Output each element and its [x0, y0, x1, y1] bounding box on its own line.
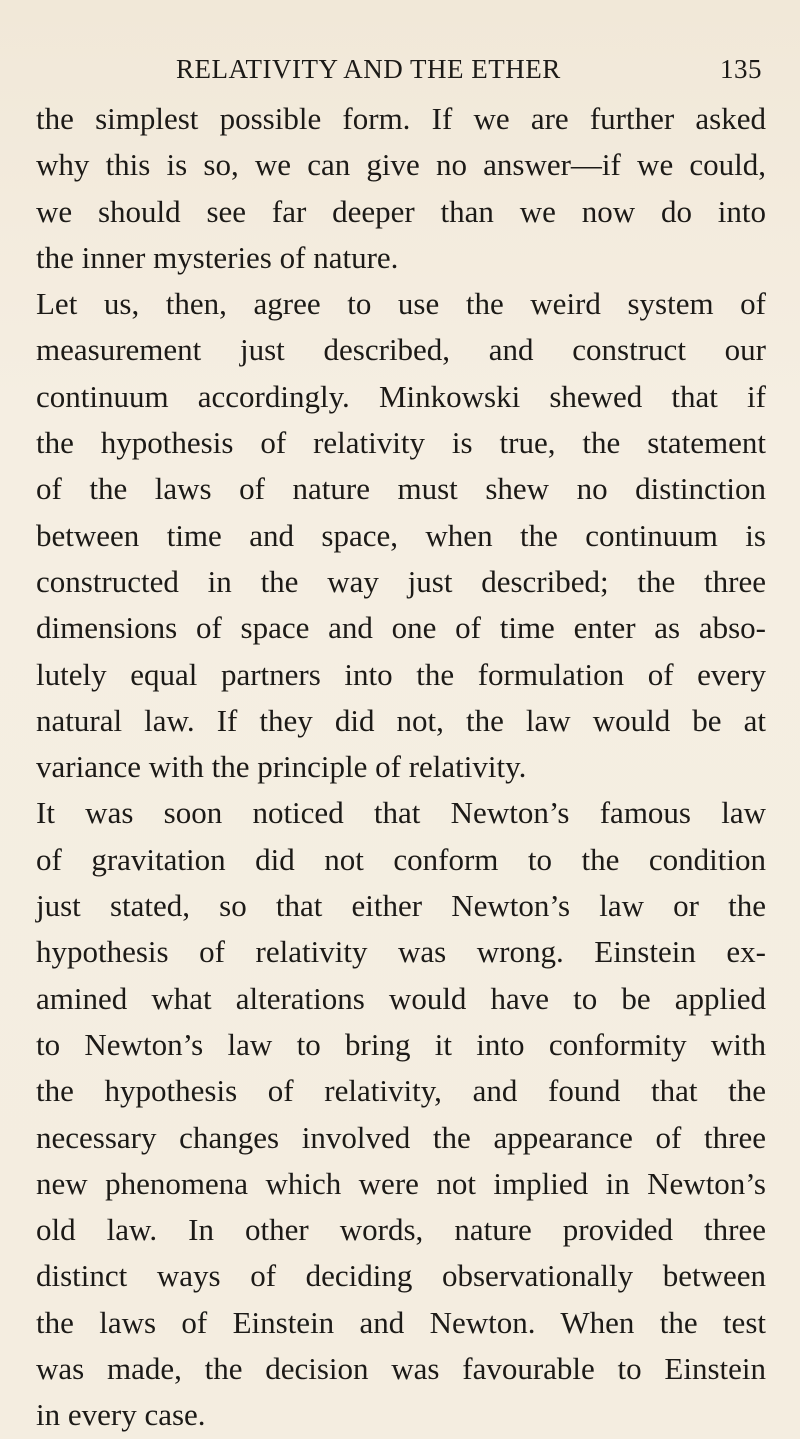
page-number: 135: [720, 54, 762, 84]
text-line: in every case.: [36, 1397, 206, 1433]
text-line: measurement just described, and construct our: [36, 332, 766, 368]
text-line: why this is so, we can give no answer—if we could,: [36, 147, 766, 183]
text-line: amined what alterations would have to be applied: [36, 980, 766, 1016]
running-head-title: RELATIVITY AND THE ETHER: [176, 54, 561, 84]
text-line: old law. In other words, nature provided three: [36, 1212, 766, 1248]
text-line: hypothesis of relativity was wrong. Einstein ex-: [36, 934, 766, 970]
text-line: constructed in the way just described; the three: [36, 563, 766, 599]
text-line: the hypothesis of relativity, and found that the: [36, 1073, 766, 1109]
text-line: was made, the decision was favourable to Einstein: [36, 1351, 766, 1387]
text-line: the laws of Einstein and Newton. When the test: [36, 1304, 766, 1340]
text-line: Let us, then, agree to use the weird system of: [36, 286, 766, 322]
text-line: of the laws of nature must shew no distinction: [36, 471, 766, 507]
text-line: the hypothesis of relativity is true, the statement: [36, 425, 766, 461]
running-head: [176, 54, 762, 90]
text-line: we should see far deeper than we now do into: [36, 193, 766, 229]
text-line: variance with the principle of relativity.: [36, 749, 527, 785]
text-line: to Newton’s law to bring it into conformity with: [36, 1026, 766, 1062]
text-line: dimensions of space and one of time enter as abso-: [36, 610, 766, 646]
text-line: It was soon noticed that Newton’s famous law: [36, 795, 766, 831]
body-text: [36, 96, 766, 1439]
text-line: distinct ways of deciding observationally between: [36, 1258, 766, 1294]
text-line: the inner mysteries of nature.: [36, 239, 399, 275]
text-line: just stated, so that either Newton’s law or the: [36, 888, 766, 924]
text-line: natural law. If they did not, the law would be at: [36, 702, 766, 738]
text-line: the simplest possible form. If we are further asked: [36, 101, 766, 136]
text-line: of gravitation did not conform to the condition: [36, 841, 766, 877]
text-line: necessary changes involved the appearance of three: [36, 1119, 766, 1155]
text-line: between time and space, when the continuum is: [36, 517, 766, 553]
text-line: lutely equal partners into the formulation of every: [36, 656, 766, 692]
text-line: new phenomena which were not implied in Newton’s: [36, 1165, 766, 1201]
text-line: continuum accordingly. Minkowski shewed that if: [36, 378, 766, 414]
